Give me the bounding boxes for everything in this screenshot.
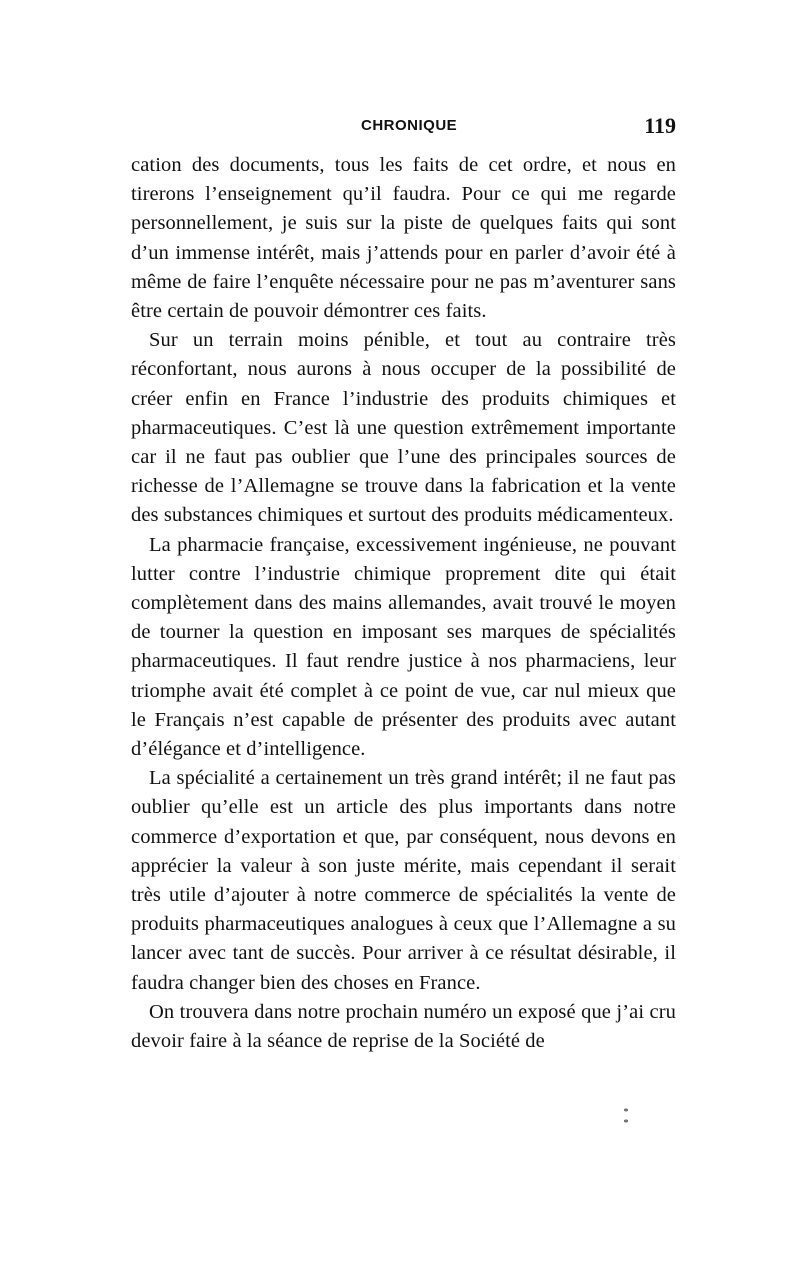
running-title: CHRONIQUE xyxy=(361,117,458,134)
paragraph-prochain-numero: On trouvera dans notre prochain numéro un exposé que j’ai cru devoir faire à la séance de reprise de la Société de xyxy=(131,1000,676,1053)
page-header xyxy=(131,113,676,143)
paragraph-pharmacie-francaise: La pharmacie française, excessivement ingénieuse, ne pouvant lutter contre l’industrie chimique proprement dite qui était complètement dans des mains allemandes, avait trouvé le moyen de tourner la question en imposant ses marques de spécialités pharmaceutiques. Il faut rendre justice à nos pharmaciens, leur triomphe avait été complet à ce point de vue, car nul mieux que le Français n’est capable de présenter des produits avec autant d’élégance et d’intelligence. xyxy=(131,533,676,761)
paragraph-industrie-chimique: Sur un terrain moins pénible, et tout au contraire très réconfortant, nous aurons à nous occuper de la possibilité de créer enfin en France l’industrie des produits chimiques et pharmaceutiques. C’est là une question extrêmement importante car il ne faut pas oublier que l’une des principales sources de richesse de l’Allemagne se trouve dans la fabrication et la vente des substances chimiques et surtout des produits médicamenteux. xyxy=(131,329,676,527)
body-text xyxy=(131,151,676,1056)
page-number: 119 xyxy=(644,113,676,138)
paragraph-continuation: cation des documents, tous les faits de cet ordre, et nous en tirerons l’enseignement qu’il faudra. Pour ce qui me regarde personnellement, je suis sur la piste de quelques faits qui sont d’un immense intérêt, mais j’attends pour en parler d’avoir été à même de faire l’enquête nécessaire pour ne pas m’aventurer sans être certain de pouvoir démontrer ces faits. xyxy=(131,154,676,323)
asterisk-icon: * xyxy=(623,1107,629,1118)
paragraph-specialite: La spécialité a certainement un très grand intérêt; il ne faut pas oublier qu’elle est un article des plus importants dans notre commerce d’exportation et que, par conséquent, nous devons en apprécier la valeur à son juste mérite, mais cependant il serait très utile d’ajouter à notre commerce de spécialités la vente de produits pharmaceutiques analogues à ceux que l’Allemagne a su lancer avec tant de succès. Pour arriver à ce résultat désirable, il faudra changer bien des choses en France. xyxy=(131,767,676,994)
footer-ornament xyxy=(620,1107,632,1129)
asterisk-icon: * xyxy=(623,1118,629,1129)
